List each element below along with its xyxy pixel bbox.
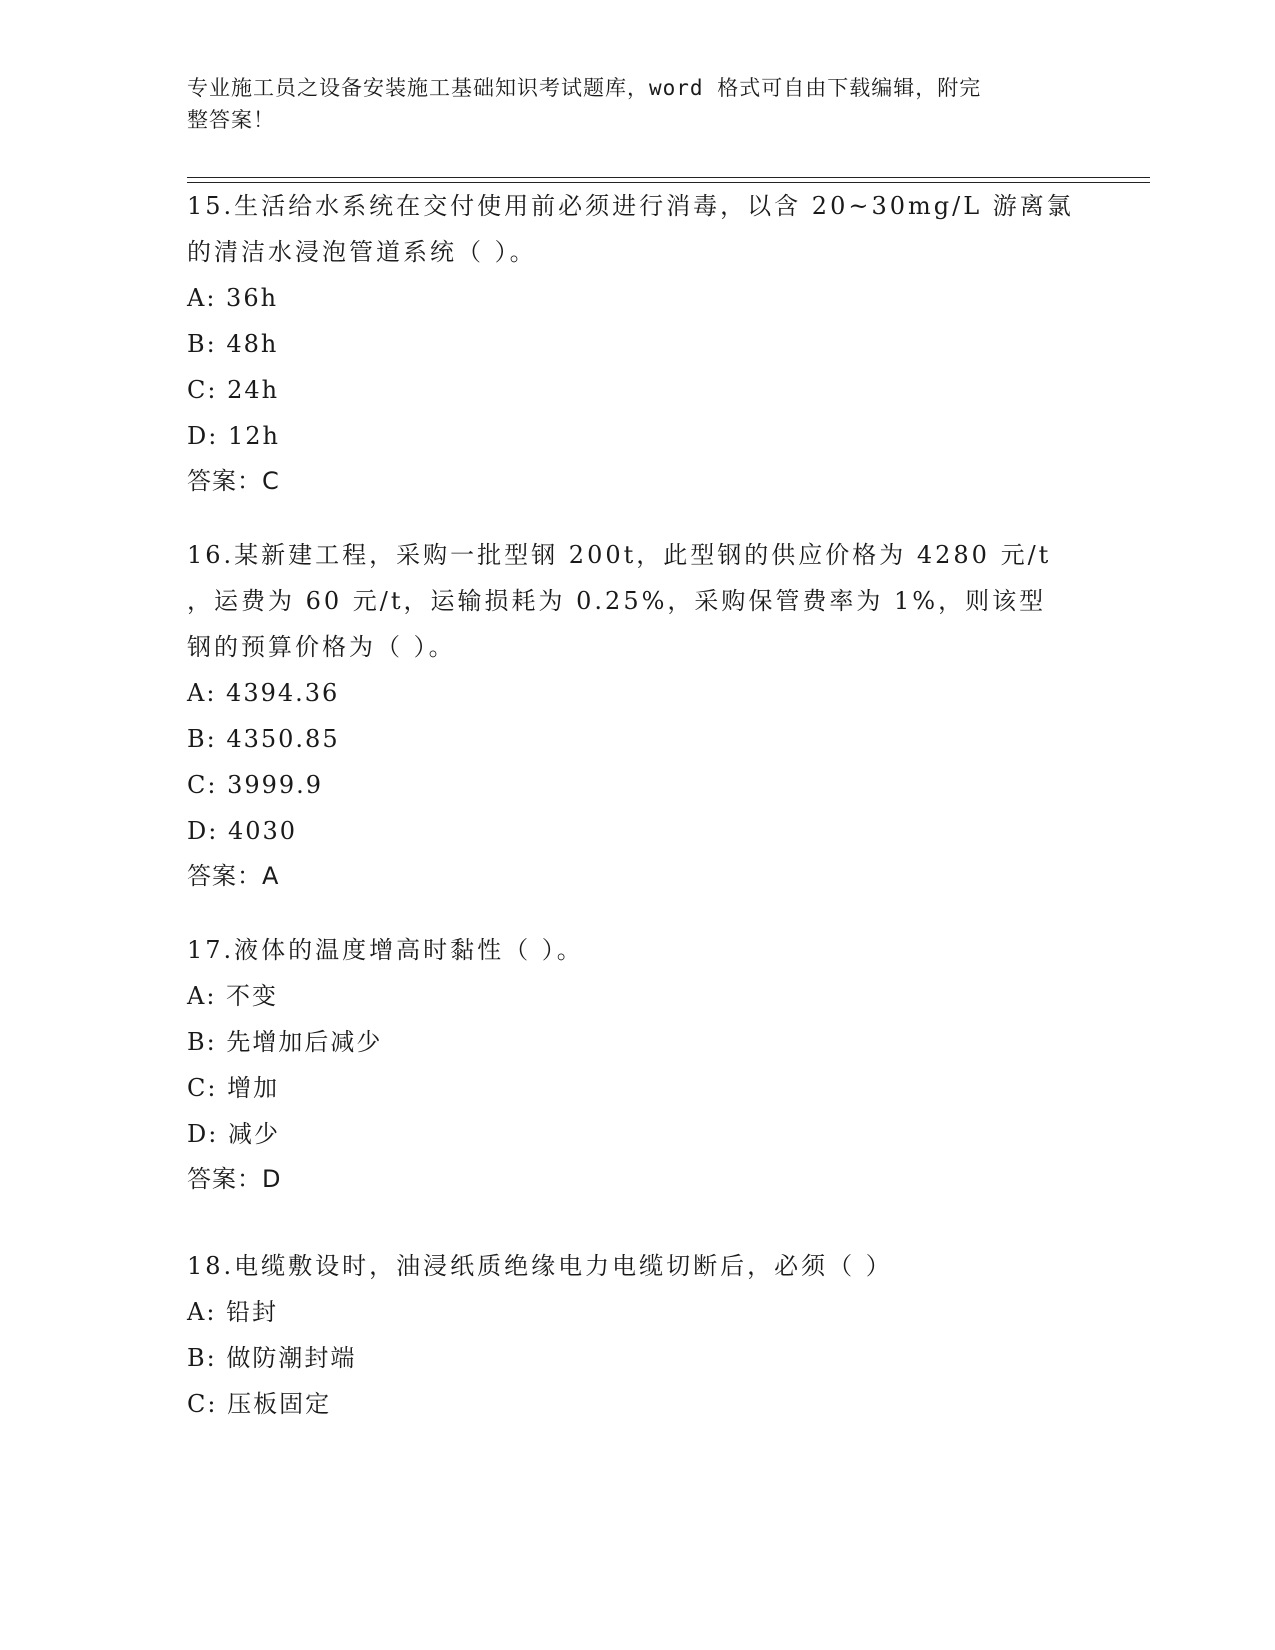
question-15 [187,183,1087,503]
question-stem: 18.电缆敷设时，油浸纸质绝缘电力电缆切断后，必须（ ） [187,1252,893,1280]
option-b: B: 做防潮封端 [187,1344,357,1372]
question-stem: 16.某新建工程，采购一批型钢 200t，此型钢的供应价格为 4280 元/t ，运费为 60 元/t，运输损耗为 0.25%，采购保管费率为 1%，则该型 钢的预算价格为（ ）。 [187,541,1052,661]
answer-label: 答案：A [187,862,280,890]
option-a: A: 铅封 [187,1298,279,1326]
option-d: D: 4030 [187,817,298,845]
answer-label: 答案：D [187,1165,282,1193]
question-17 [187,927,1087,1201]
question-stem: 17.液体的温度增高时黏性（ ）。 [187,936,584,964]
answer-label: 答案：C [187,467,280,495]
question-18 [187,1243,1087,1427]
option-a: A: 36h [187,284,279,312]
option-c: C: 3999.9 [187,771,324,799]
option-b: B: 先增加后减少 [187,1028,383,1056]
question-16 [187,532,1087,898]
option-c: C: 24h [187,376,280,404]
question-stem: 15.生活给水系统在交付使用前必须进行消毒，以含 20~30mg/L 游离氯 的清洁水浸泡管道系统（ ）。 [187,192,1074,266]
header-divider-top [187,177,1150,178]
option-c: C: 增加 [187,1074,280,1102]
option-a: A: 不变 [187,982,279,1010]
option-b: B: 4350.85 [187,725,340,753]
option-b: B: 48h [187,330,279,358]
option-d: D: 12h [187,422,280,450]
option-d: D: 减少 [187,1120,280,1148]
option-a: A: 4394.36 [187,679,340,707]
document-header: 专业施工员之设备安装施工基础知识考试题库，word 格式可自由下载编辑，附完 整答案！ [187,76,982,132]
option-c: C: 压板固定 [187,1390,332,1418]
